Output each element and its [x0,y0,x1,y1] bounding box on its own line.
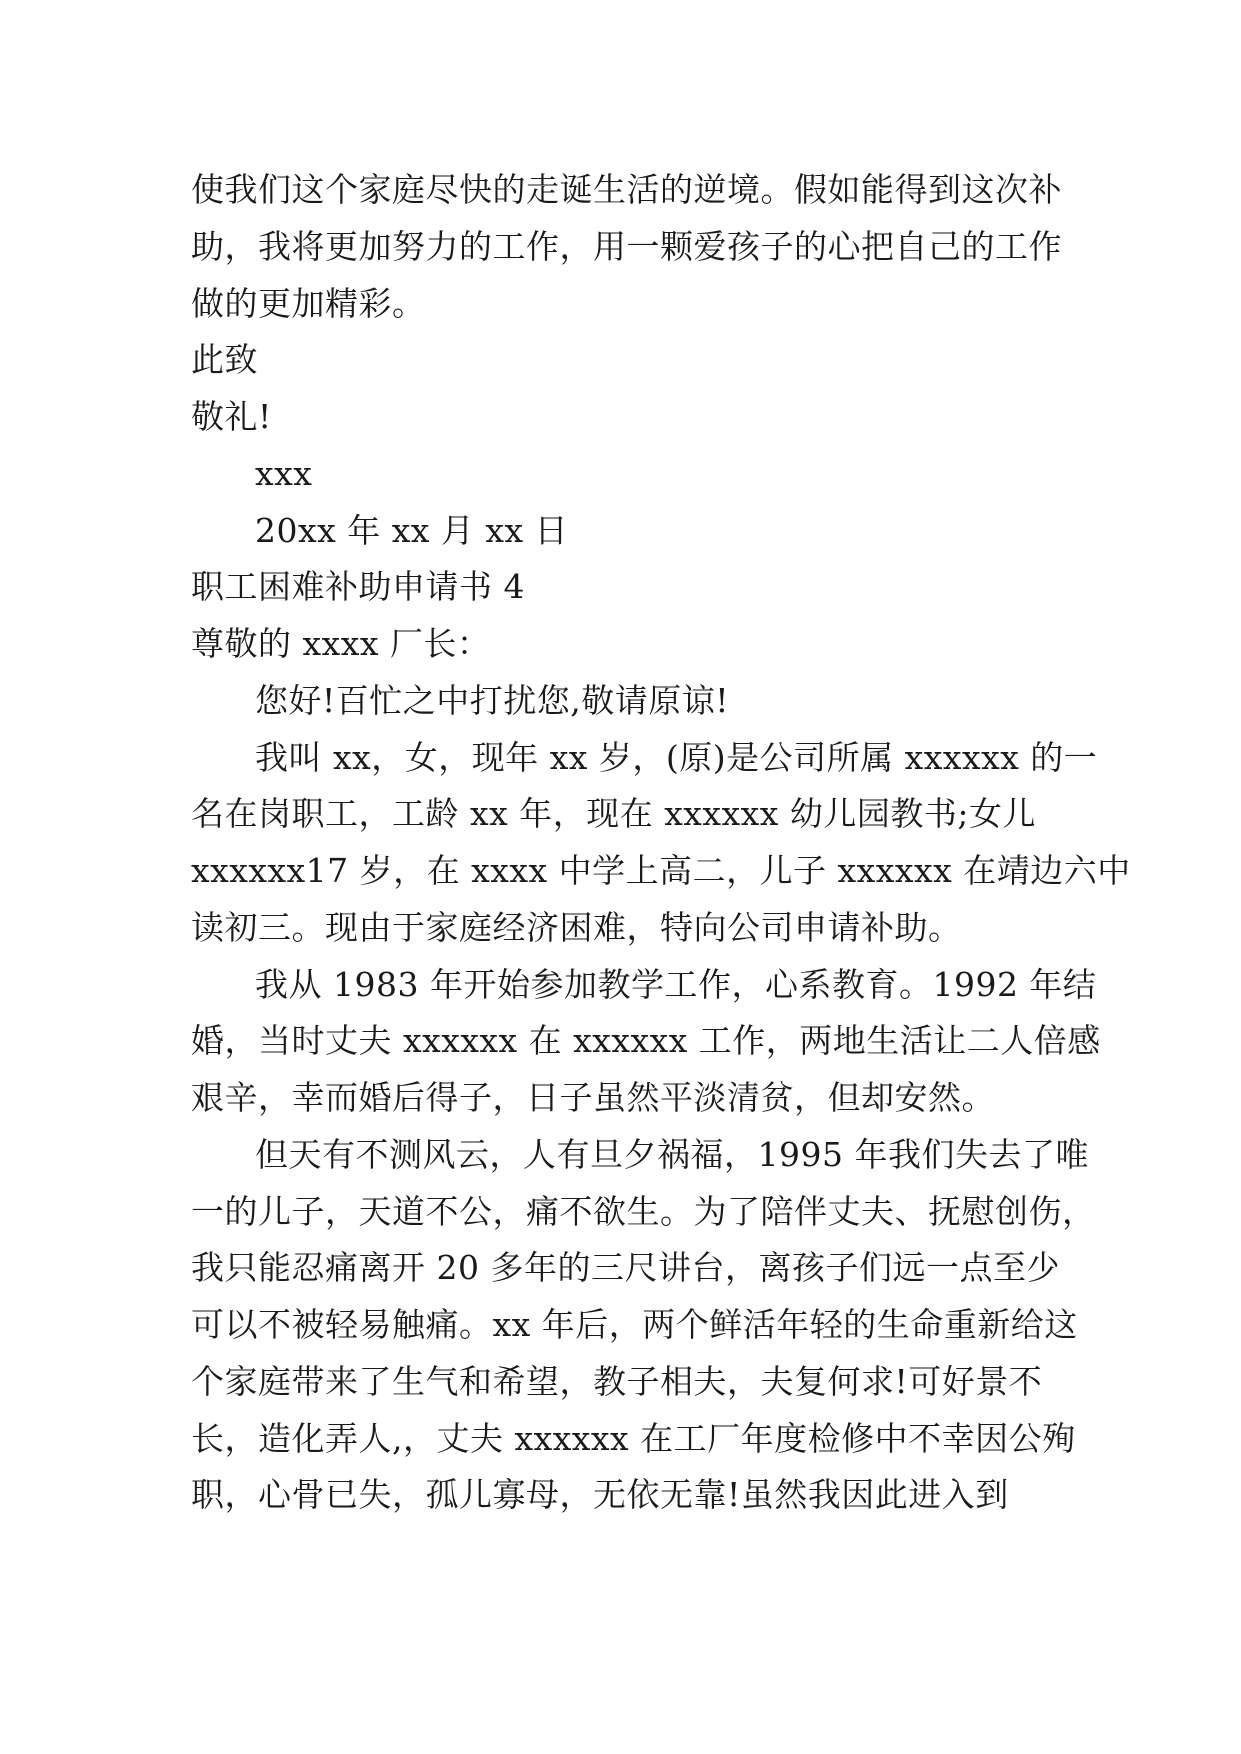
section-title: 职工困难补助申请书 4 [191,567,525,606]
body-text-line: 可以不被轻易触痛。xx 年后，两个鲜活年轻的生命重新给这 [191,1305,1078,1344]
signature-date: 20xx 年 xx 月 xx 日 [255,511,569,550]
body-text-line: 艰辛，幸而婚后得子，日子虽然平淡清贫，但却安然。 [191,1078,995,1117]
body-text-line: xxxxxx17 岁，在 xxxx 中学上高二，儿子 xxxxxx 在靖边六中 [191,851,1131,890]
letter-greeting: 尊敬的 xxxx 厂长： [191,624,491,663]
body-text-line: 个家庭带来了生气和希望，教子相夫，夫复何求!可好景不 [191,1362,1043,1401]
body-text-line: 使我们这个家庭尽快的走诞生活的逆境。假如能得到这次补 [191,170,1062,209]
body-text-line: 我从 1983 年开始参加教学工作，心系教育。1992 年结 [255,965,1097,1004]
body-text-line: 名在岗职工，工龄 xx 年，现在 xxxxxx 幼儿园教书;女儿 [191,794,1036,833]
closing-salutation: 此致 [191,340,258,379]
body-text-line: 婚，当时丈夫 xxxxxx 在 xxxxxx 工作，两地生活让二人倍感 [191,1021,1101,1060]
body-text-line: 一的儿子，天道不公，痛不欲生。为了陪伴丈夫、抚慰创伤， [191,1192,1096,1231]
body-text-line: 我只能忍痛离开 20 多年的三尺讲台，离孩子们远一点至少 [191,1248,1060,1287]
body-text-line: 但天有不测风云，人有旦夕祸福，1995 年我们失去了唯 [255,1135,1089,1174]
signature-name: xxx [255,454,313,493]
closing-regards: 敬礼! [191,397,272,436]
body-text-line: 读初三。现由于家庭经济困难，特向公司申请补助。 [191,908,962,947]
body-text-line: 我叫 xx，女，现年 xx 岁，(原)是公司所属 xxxxxx 的一 [255,738,1098,777]
body-text-line: 做的更加精彩。 [191,284,426,323]
body-text-line: 您好!百忙之中打扰您,敬请原谅! [255,681,730,720]
body-text-line: 长，造化弄人,，丈夫 xxxxxx 在工厂年度检修中不幸因公殉 [191,1419,1076,1458]
body-text-line: 助，我将更加努力的工作，用一颗爱孩子的心把自己的工作 [191,227,1062,266]
body-text-line: 职，心骨已失，孤儿寡母，无依无靠!虽然我因此进入到 [191,1475,1009,1514]
